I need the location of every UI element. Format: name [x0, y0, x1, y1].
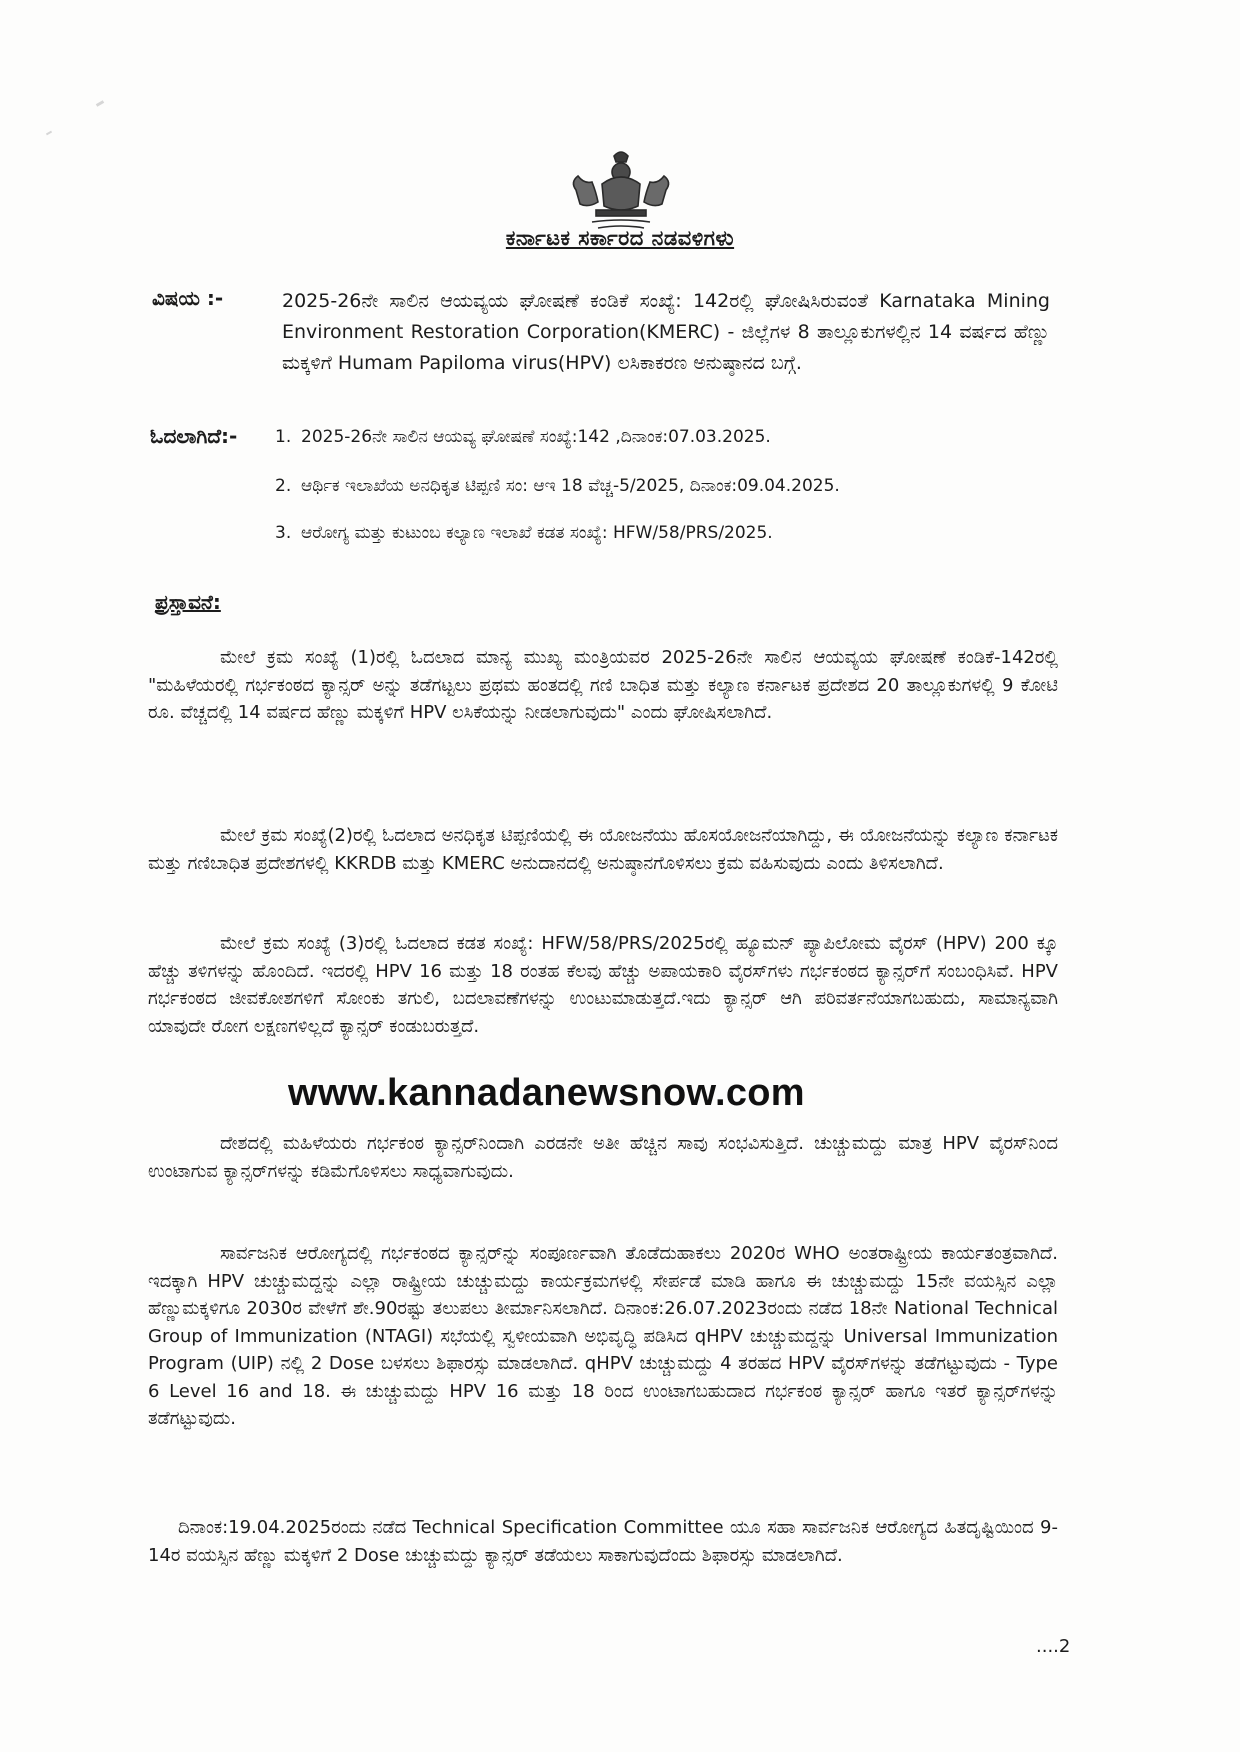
reference-number: 1. [275, 427, 292, 447]
scan-speck [46, 131, 52, 136]
page-number: ....2 [1036, 1636, 1071, 1657]
reference-number: 3. [275, 523, 292, 543]
scan-speck [96, 100, 104, 107]
preamble-paragraph: ದಿನಾಂಕ:19.04.2025ರಂದು ನಡೆದ Technical Specification Committee ಯೂ ಸಹಾ ಸಾರ್ವಜನಿಕ ಆರೋಗ್ಯದ ಹಿತದೃಷ್ಟಿಯಿಂದ 9-14ರ ವಯಸ್ಸಿನ ಹೆಣ್ಣು ಮಕ್ಕಳಿಗೆ 2 Dose ಚುಚ್ಚುಮದ್ದು ಕ್ಯಾನ್ಸರ್ ತಡೆಯಲು ಸಾಕಾಗುವುದೆಂದು ಶಿಫಾರಸ್ಸು ಮಾಡಲಾಗಿದೆ. [148, 1517, 1058, 1566]
preamble-paragraph: ಮೇಲೆ ಕ್ರಮ ಸಂಖ್ಯೆ(2)ರಲ್ಲಿ ಓದಲಾದ ಅನಧಿಕೃತ ಟಿಪ್ಪಣಿಯಲ್ಲಿ ಈ ಯೋಜನೆಯು ಹೊಸಯೋಜನೆಯಾಗಿದ್ದು, ಈ ಯೋಜನೆಯನ್ನು ಕಲ್ಯಾಣ ಕರ್ನಾಟಕ ಮತ್ತು ಗಣಿಬಾಧಿತ ಪ್ರದೇಶಗಳಲ್ಲಿ KKRDB ಮತ್ತು KMERC ಅನುದಾನದಲ್ಲಿ ಅನುಷ್ಠಾನಗೊಳಿಸಲು ಕ್ರಮ ವಹಿಸುವುದು ಎಂದು ತಿಳಿಸಲಾಗಿದೆ. [148, 825, 1058, 874]
karnataka-emblem-icon [562, 148, 680, 230]
subject-label: ವಿಷಯ :- [152, 286, 224, 310]
reference-text: ಆರೋಗ್ಯ ಮತ್ತು ಕುಟುಂಬ ಕಲ್ಯಾಣ ಇಲಾಖೆ ಕಡತ ಸಂಖ್ಯೆ: HFW/58/PRS/2025. [301, 523, 773, 543]
preamble-paragraph: ದೇಶದಲ್ಲಿ ಮಹಿಳೆಯರು ಗರ್ಭಕಂಠ ಕ್ಯಾನ್ಸರ್‌ನಿಂದಾಗಿ ಎರಡನೇ ಅತೀ ಹೆಚ್ಚಿನ ಸಾವು ಸಂಭವಿಸುತ್ತಿದೆ. ಚುಚ್ಚುಮದ್ದು ಮಾತ್ರ HPV ವೈರಸ್‌ನಿಂದ ಉಂಟಾಗುವ ಕ್ಯಾನ್ಸರ್‌ಗಳನ್ನು ಕಡಿಮೆಗೊಳಿಸಲು ಸಾಧ್ಯವಾಗುವುದು. [148, 1133, 1058, 1182]
reference-item [275, 520, 1035, 547]
references-label: ಓದಲಾಗಿದೆ:- [150, 424, 238, 448]
preamble-paragraph: ಮೇಲೆ ಕ್ರಮ ಸಂಖ್ಯೆ (3)ರಲ್ಲಿ ಓದಲಾದ ಕಡತ ಸಂಖ್ಯೆ: HFW/58/PRS/2025ರಲ್ಲಿ ಹ್ಯೂಮನ್ ಪ್ಯಾಪಿಲೋಮ ವೈರಸ್ (HPV) 200 ಕ್ಕೂ ಹೆಚ್ಚು ತಳಿಗಳನ್ನು ಹೊಂದಿದೆ. ಇದರಲ್ಲಿ HPV 16 ಮತ್ತು 18 ರಂತಹ ಕೆಲವು ಹೆಚ್ಚು ಅಪಾಯಕಾರಿ ವೈರಸ್‌ಗಳು ಗರ್ಭಕಂಠದ ಕ್ಯಾನ್ಸರ್‌ಗೆ ಸಂಬಂಧಿಸಿವೆ. HPV ಗರ್ಭಕಂಠದ ಜೀವಕೋಶಗಳಿಗೆ ಸೋಂಕು ತಗುಲಿ, ಬದಲಾವಣೆಗಳನ್ನು ಉಂಟುಮಾಡುತ್ತದೆ.ಇದು ಕ್ಯಾನ್ಸರ್ ಆಗಿ ಪರಿವರ್ತನೆಯಾಗಬಹುದು, ಸಾಮಾನ್ಯವಾಗಿ ಯಾವುದೇ ರೋಗ ಲಕ್ಷಣಗಳಿಲ್ಲದೆ ಕ್ಯಾನ್ಸರ್ ಕಂಡುಬರುತ್ತದೆ. [148, 933, 1058, 1037]
reference-text: ಆರ್ಥಿಕ ಇಲಾಖೆಯ ಅನಧಿಕೃತ ಟಿಪ್ಪಣಿ ಸಂ: ಆಇ 18 ವೆಚ್ಚ-5/2025, ದಿನಾಂಕ:09.04.2025. [301, 476, 840, 496]
preamble-label: ಪ್ರಸ್ತಾವನೆ: [155, 590, 221, 614]
reference-number: 2. [275, 476, 292, 496]
document-title: ಕರ್ನಾಟಕ ಸರ್ಕಾರದ ನಡವಳಿಗಳು [505, 226, 735, 250]
preamble-paragraph: ಸಾರ್ವಜನಿಕ ಆರೋಗ್ಯದಲ್ಲಿ ಗರ್ಭಕಂಠದ ಕ್ಯಾನ್ಸರ್‌ನ್ನು ಸಂಪೂರ್ಣವಾಗಿ ತೊಡೆದುಹಾಕಲು 2020ರ WHO ಅಂತರಾಷ್ಟ್ರೀಯ ಕಾರ್ಯತಂತ್ರವಾಗಿದೆ. ಇದಕ್ಕಾಗಿ HPV ಚುಚ್ಚುಮದ್ದನ್ನು ಎಲ್ಲಾ ರಾಷ್ಟ್ರೀಯ ಚುಚ್ಚುಮದ್ದು ಕಾರ್ಯಕ್ರಮಗಳಲ್ಲಿ ಸೇರ್ಪಡೆ ಮಾಡಿ ಹಾಗೂ ಈ ಚುಚ್ಚುಮದ್ದು 15ನೇ ವಯಸ್ಸಿನ ಎಲ್ಲಾ ಹೆಣ್ಣುಮಕ್ಕಳಿಗೂ 2030ರ ವೇಳೆಗೆ ಶೇ.90ರಷ್ಟು ತಲುಪಲು ತೀರ್ಮಾನಿಸಲಾಗಿದೆ. ದಿನಾಂಕ:26.07.2023ರಂದು ನಡೆದ 18ನೇ National Technical Group of Immunization (NTAGI) ಸಭೆಯಲ್ಲಿ ಸ್ವಳೀಯವಾಗಿ ಅಭಿವೃದ್ಧಿ ಪಡಿಸಿದ qHPV ಚುಚ್ಚುಮದ್ದನ್ನು Universal Immunization Program (UIP) ನಲ್ಲಿ 2 Dose ಬಳಸಲು ಶಿಫಾರಸ್ಸು ಮಾಡಲಾಗಿದೆ. qHPV ಚುಚ್ಚುಮದ್ದು 4 ತರಹದ HPV ವೈರಸ್‌ಗಳನ್ನು ತಡೆಗಟ್ಟುವುದು - Type 6 Level 16 and 18. ಈ ಚುಚ್ಚುಮದ್ದು HPV 16 ಮತ್ತು 18 ರಿಂದ ಉಂಟಾಗಬಹುದಾದ ಗರ್ಭಕಂಠ ಕ್ಯಾನ್ಸರ್ ಹಾಗೂ ಇತರೆ ಕ್ಯಾನ್ಸರ್‌ಗಳನ್ನು ತಡೆಗಟ್ಟುವುದು. [148, 1243, 1058, 1429]
preamble-paragraph: ಮೇಲೆ ಕ್ರಮ ಸಂಖ್ಯೆ (1)ರಲ್ಲಿ ಓದಲಾದ ಮಾನ್ಯ ಮುಖ್ಯ ಮಂತ್ರಿಯವರ 2025-26ನೇ ಸಾಲಿನ ಆಯವ್ಯಯ ಘೋಷಣೆ ಕಂಡಿಕೆ-142ರಲ್ಲಿ "ಮಹಿಳೆಯರಲ್ಲಿ ಗರ್ಭಕಂಠದ ಕ್ಯಾನ್ಸರ್ ಅನ್ನು ತಡೆಗಟ್ಟಲು ಪ್ರಥಮ ಹಂತದಲ್ಲಿ ಗಣಿ ಬಾಧಿತ ಮತ್ತು ಕಲ್ಯಾಣ ಕರ್ನಾಟಕ ಪ್ರದೇಶದ 20 ತಾಲ್ಲೂಕುಗಳಲ್ಲಿ 9 ಕೋಟಿ ರೂ. ವೆಚ್ಚದಲ್ಲಿ 14 ವರ್ಷದ ಹೆಣ್ಣು ಮಕ್ಕಳಿಗೆ HPV ಲಸಿಕೆಯನ್ನು ನೀಡಲಾಗುವುದು" ಎಂದು ಘೋಷಿಸಲಾಗಿದೆ. [148, 647, 1058, 723]
reference-text: 2025-26ನೇ ಸಾಲಿನ ಆಯವ್ಯ ಘೋಷಣೆ ಸಂಖ್ಯೆ:142 ,ದಿನಾಂಕ:07.03.2025. [301, 427, 771, 447]
reference-item [275, 473, 1035, 500]
subject-text: 2025-26ನೇ ಸಾಲಿನ ಆಯವ್ಯಯ ಘೋಷಣೆ ಕಂಡಿಕೆ ಸಂಖ್ಯೆ: 142ರಲ್ಲಿ ಘೋಷಿಸಿರುವಂತೆ Karnataka Mining Environment Restoration Corporation(KMERC) - ಜಿಲ್ಲೆಗಳ 8 ತಾಲ್ಲೂಕುಗಳಲ್ಲಿನ 14 ವರ್ಷದ ಹೆಣ್ಣು ಮಕ್ಕಳಿಗೆ Humam Papiloma virus(HPV) ಲಸಿಕಾಕರಣ ಅನುಷ್ಠಾನದ ಬಗ್ಗೆ. [282, 290, 1050, 374]
website-watermark: www.kannadanewsnow.com [288, 1072, 805, 1114]
references-list [275, 424, 1035, 567]
reference-item [275, 424, 1035, 451]
